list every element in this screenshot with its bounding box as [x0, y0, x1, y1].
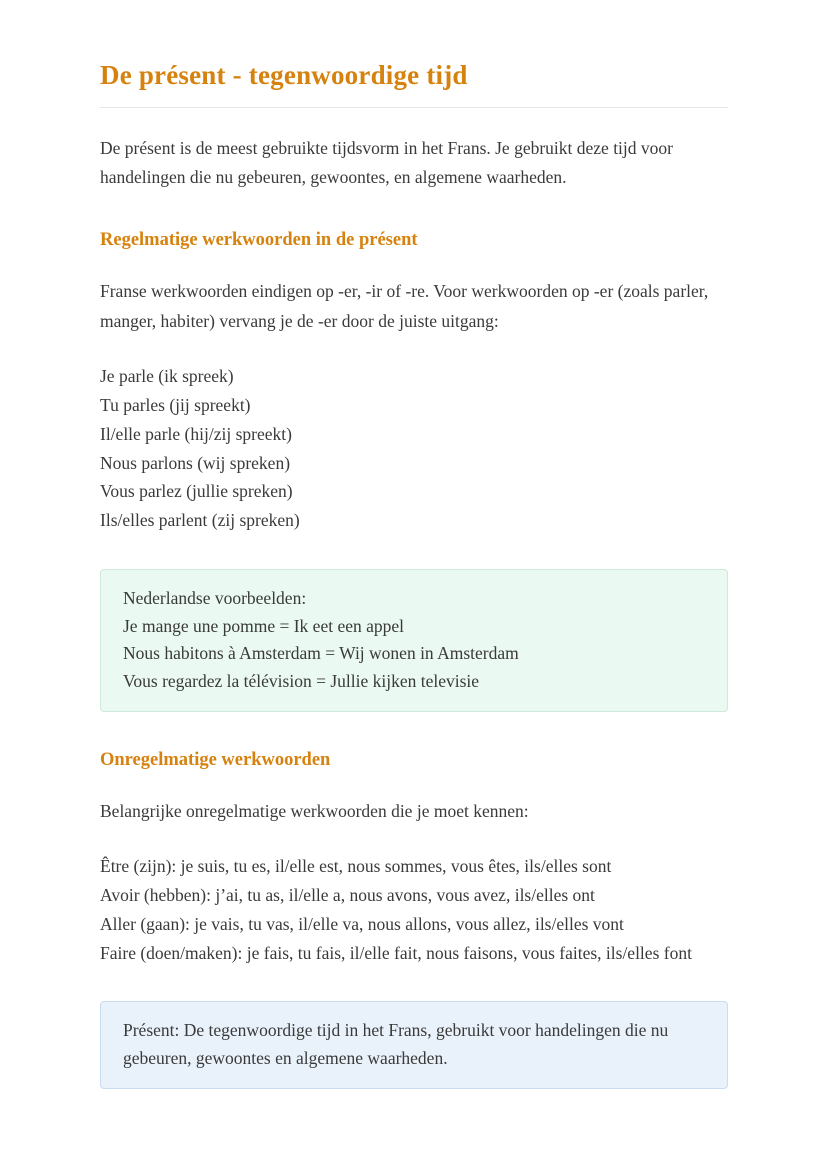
conjugation-list [100, 362, 728, 535]
regular-verbs-paragraph: Franse werkwoorden eindigen op -er, -ir of -re. Voor werkwoorden op -er (zoals parler, manger, habiter) vervang je de -er door de juiste uitgang: [100, 281, 709, 331]
irregular-verb-line: Être (zijn): je suis, tu es, il/elle est, nous sommes, vous êtes, ils/elles sont [100, 855, 612, 876]
conjugation-line: Ils/elles parlent (zij spreken) [100, 510, 300, 531]
irregular-verbs-paragraph: Belangrijke onregelmatige werkwoorden die je moet kennen: [100, 800, 529, 821]
example-line: Vous regardez la télévision = Jullie kijken televisie [123, 671, 480, 692]
section-heading-irregular-verbs: Onregelmatige werkwoorden [100, 749, 331, 770]
definition-text: Présent: De tegenwoordige tijd in het Frans, gebruikt voor handelingen die nu gebeuren, gewoontes en algemene waarheden. [123, 1020, 669, 1069]
example-line: Nederlandse voorbeelden: [123, 588, 307, 609]
conjugation-line: Nous parlons (wij spreken) [100, 452, 291, 473]
page-title: De présent - tegenwoordige tijd [100, 60, 728, 108]
document-page [100, 0, 728, 1089]
examples-note-box [100, 569, 728, 712]
intro-paragraph: De présent is de meest gebruikte tijdsvorm in het Frans. Je gebruikt deze tijd voor handelingen die nu gebeuren, gewoontes, en algemene waarheden. [100, 138, 673, 188]
irregular-verb-line: Faire (doen/maken): je fais, tu fais, il/elle fait, nous faisons, vous faites, ils/elles font [100, 942, 692, 963]
section-heading-regular-verbs: Regelmatige werkwoorden in de présent [100, 230, 418, 251]
conjugation-line: Vous parlez (jullie spreken) [100, 481, 293, 502]
conjugation-line: Tu parles (jij spreekt) [100, 394, 251, 415]
example-line: Je mange une pomme = Ik eet een appel [123, 615, 405, 636]
conjugation-line: Je parle (ik spreek) [100, 365, 234, 386]
conjugation-line: Il/elle parle (hij/zij spreekt) [100, 423, 292, 444]
irregular-verb-line: Aller (gaan): je vais, tu vas, il/elle va, nous allons, vous allez, ils/elles vont [100, 913, 624, 934]
irregular-verb-list [100, 852, 728, 968]
irregular-verb-line: Avoir (hebben): j’ai, tu as, il/elle a, nous avons, vous avez, ils/elles ont [100, 884, 595, 905]
example-line: Nous habitons à Amsterdam = Wij wonen in Amsterdam [123, 643, 519, 664]
definition-note-box [100, 1001, 728, 1088]
